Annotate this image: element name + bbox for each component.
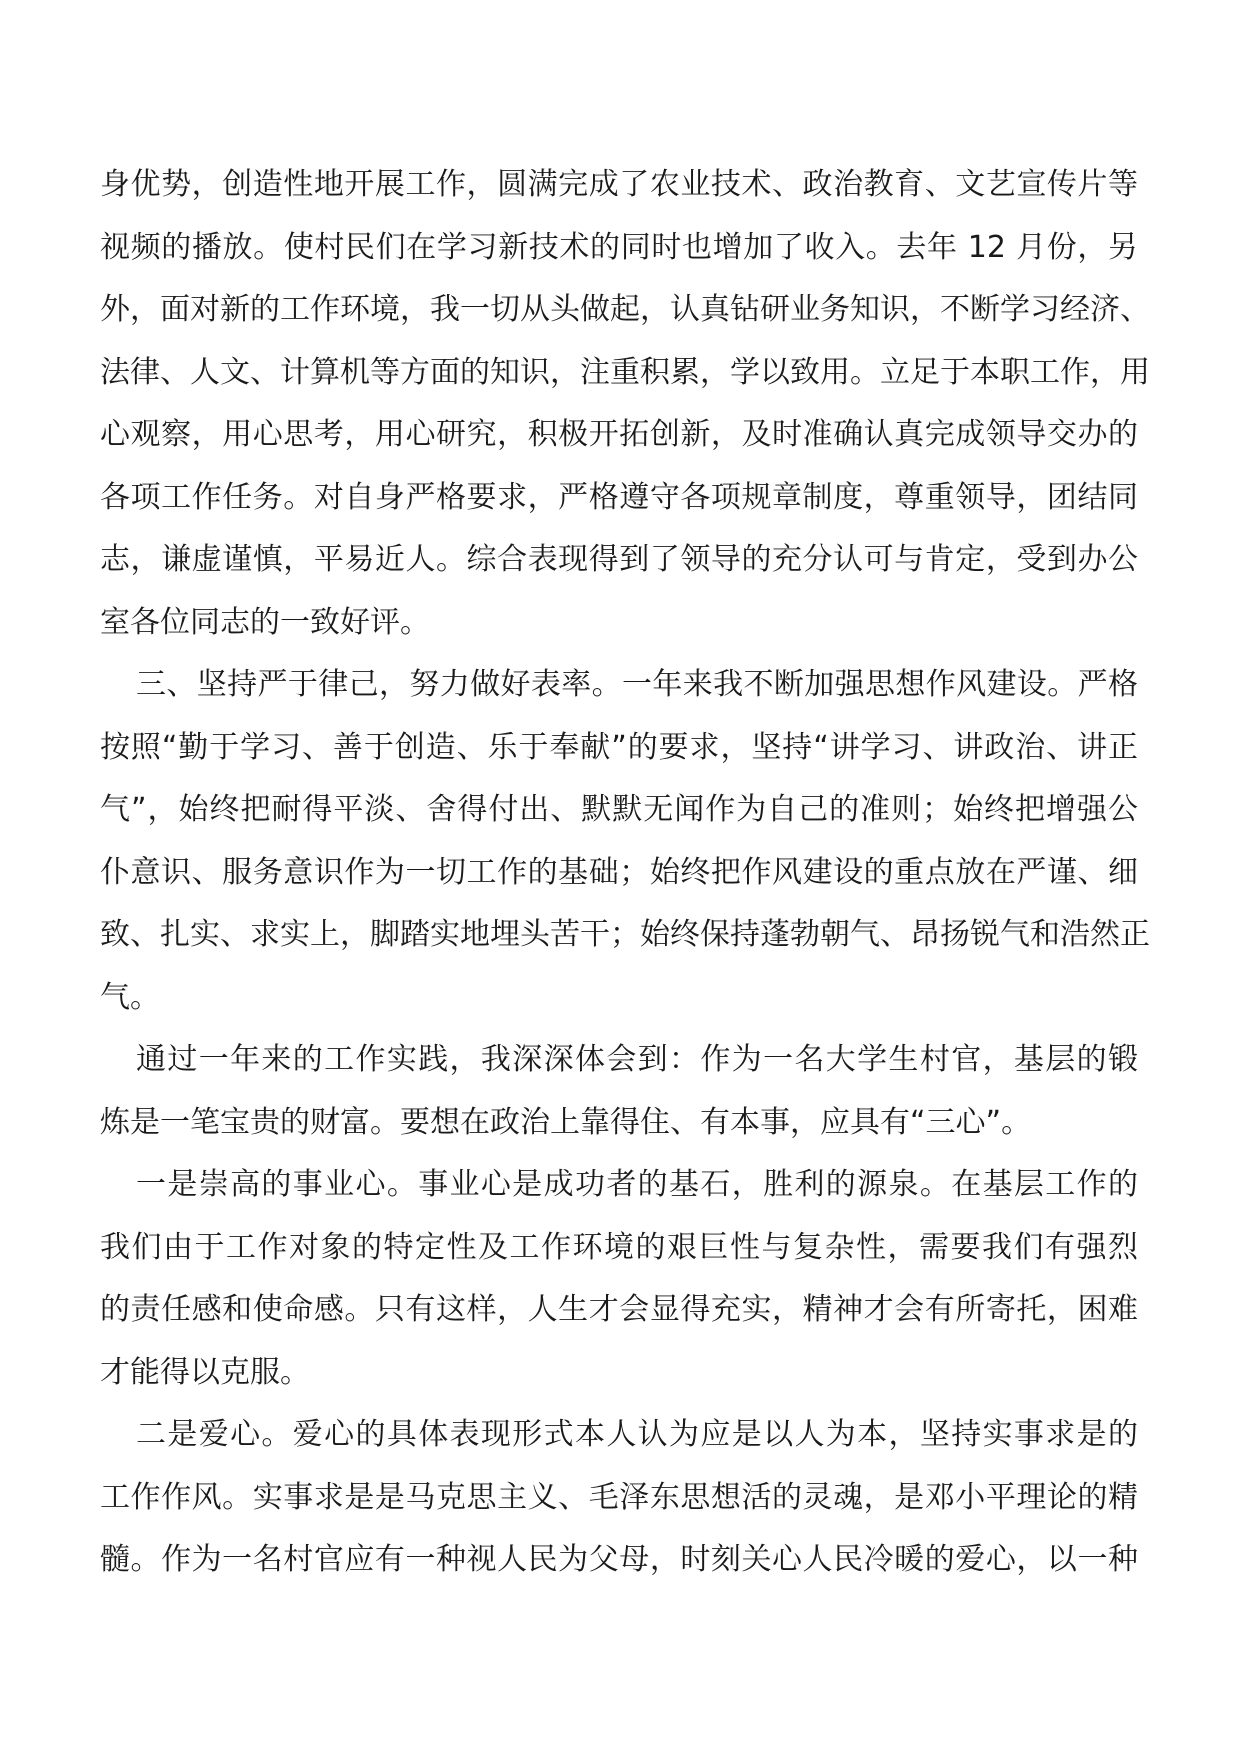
text-line: 仆意识、服务意识作为一切工作的基础；始终把作风建设的重点放在严谨、细 <box>100 854 1138 890</box>
text-line: 致、扎实、求实上，脚踏实地埋头苦干；始终保持蓬勃朝气、昂扬锐气和浩然正 <box>100 917 1150 952</box>
text-line: 按照“勤于学习、善于创造、乐于奉献”的要求，坚持“讲学习、讲政治、讲正 <box>100 729 1138 765</box>
text-line: 法律、人文、计算机等方面的知识，注重积累，学以致用。立足于本职工作，用 <box>100 354 1150 390</box>
text-line: 髓。作为一名村官应有一种视人民为父母，时刻关心人民冷暖的爱心，以一种 <box>100 1542 1138 1577</box>
text-line: 通过一年来的工作实践，我深深体会到：作为一名大学生村官，基层的锻 <box>136 1042 1138 1077</box>
paragraph-love <box>100 1404 1138 1592</box>
text-line: 各项工作任务。对自身严格要求，严格遵守各项规章制度，尊重领导，团结同 <box>100 479 1138 515</box>
text-line: 心观察，用心思考，用心研究，积极开拓创新，及时准确认真完成领导交办的 <box>100 417 1138 452</box>
paragraph-experience <box>100 1029 1138 1154</box>
text-line: 气。 <box>100 979 160 1015</box>
text-line: 视频的播放。使村民们在学习新技术的同时也增加了收入。去年 12 月份，另 <box>100 229 1138 265</box>
text-line: 气”，始终把耐得平淡、舍得付出、默默无闻作为自己的准则；始终把增强公 <box>100 792 1138 827</box>
paragraph-dedication <box>100 1154 1138 1404</box>
text-line: 志，谦虚谨慎，平易近人。综合表现得到了领导的充分认可与肯定，受到办公 <box>100 542 1138 577</box>
text-line: 炼是一笔宝贵的财富。要想在政治上靠得住、有本事，应具有“三心”。 <box>100 1104 1032 1140</box>
text-line: 二是爱心。爱心的具体表现形式本人认为应是以人为本，坚持实事求是的 <box>136 1417 1138 1452</box>
text-line: 外，面对新的工作环境，我一切从头做起，认真钻研业务知识，不断学习经济、 <box>100 292 1150 327</box>
document-body <box>100 154 1150 1592</box>
paragraph-self-discipline <box>100 654 1150 1029</box>
text-line: 我们由于工作对象的特定性及工作环境的艰巨性与复杂性，需要我们有强烈 <box>100 1229 1138 1265</box>
paragraph-continuation <box>100 154 1150 654</box>
text-line: 才能得以克服。 <box>100 1354 310 1390</box>
text-line: 工作作风。实事求是是马克思主义、毛泽东思想活的灵魂，是邓小平理论的精 <box>100 1479 1138 1515</box>
text-line: 身优势，创造性地开展工作，圆满完成了农业技术、政治教育、文艺宣传片等 <box>100 167 1138 202</box>
text-line: 室各位同志的一致好评。 <box>100 604 430 640</box>
text-line: 的责任感和使命感。只有这样，人生才会显得充实，精神才会有所寄托，困难 <box>100 1292 1138 1327</box>
text-line: 一是崇高的事业心。事业心是成功者的基石，胜利的源泉。在基层工作的 <box>136 1167 1138 1202</box>
text-line: 三、坚持严于律己，努力做好表率。一年来我不断加强思想作风建设。严格 <box>136 667 1138 702</box>
